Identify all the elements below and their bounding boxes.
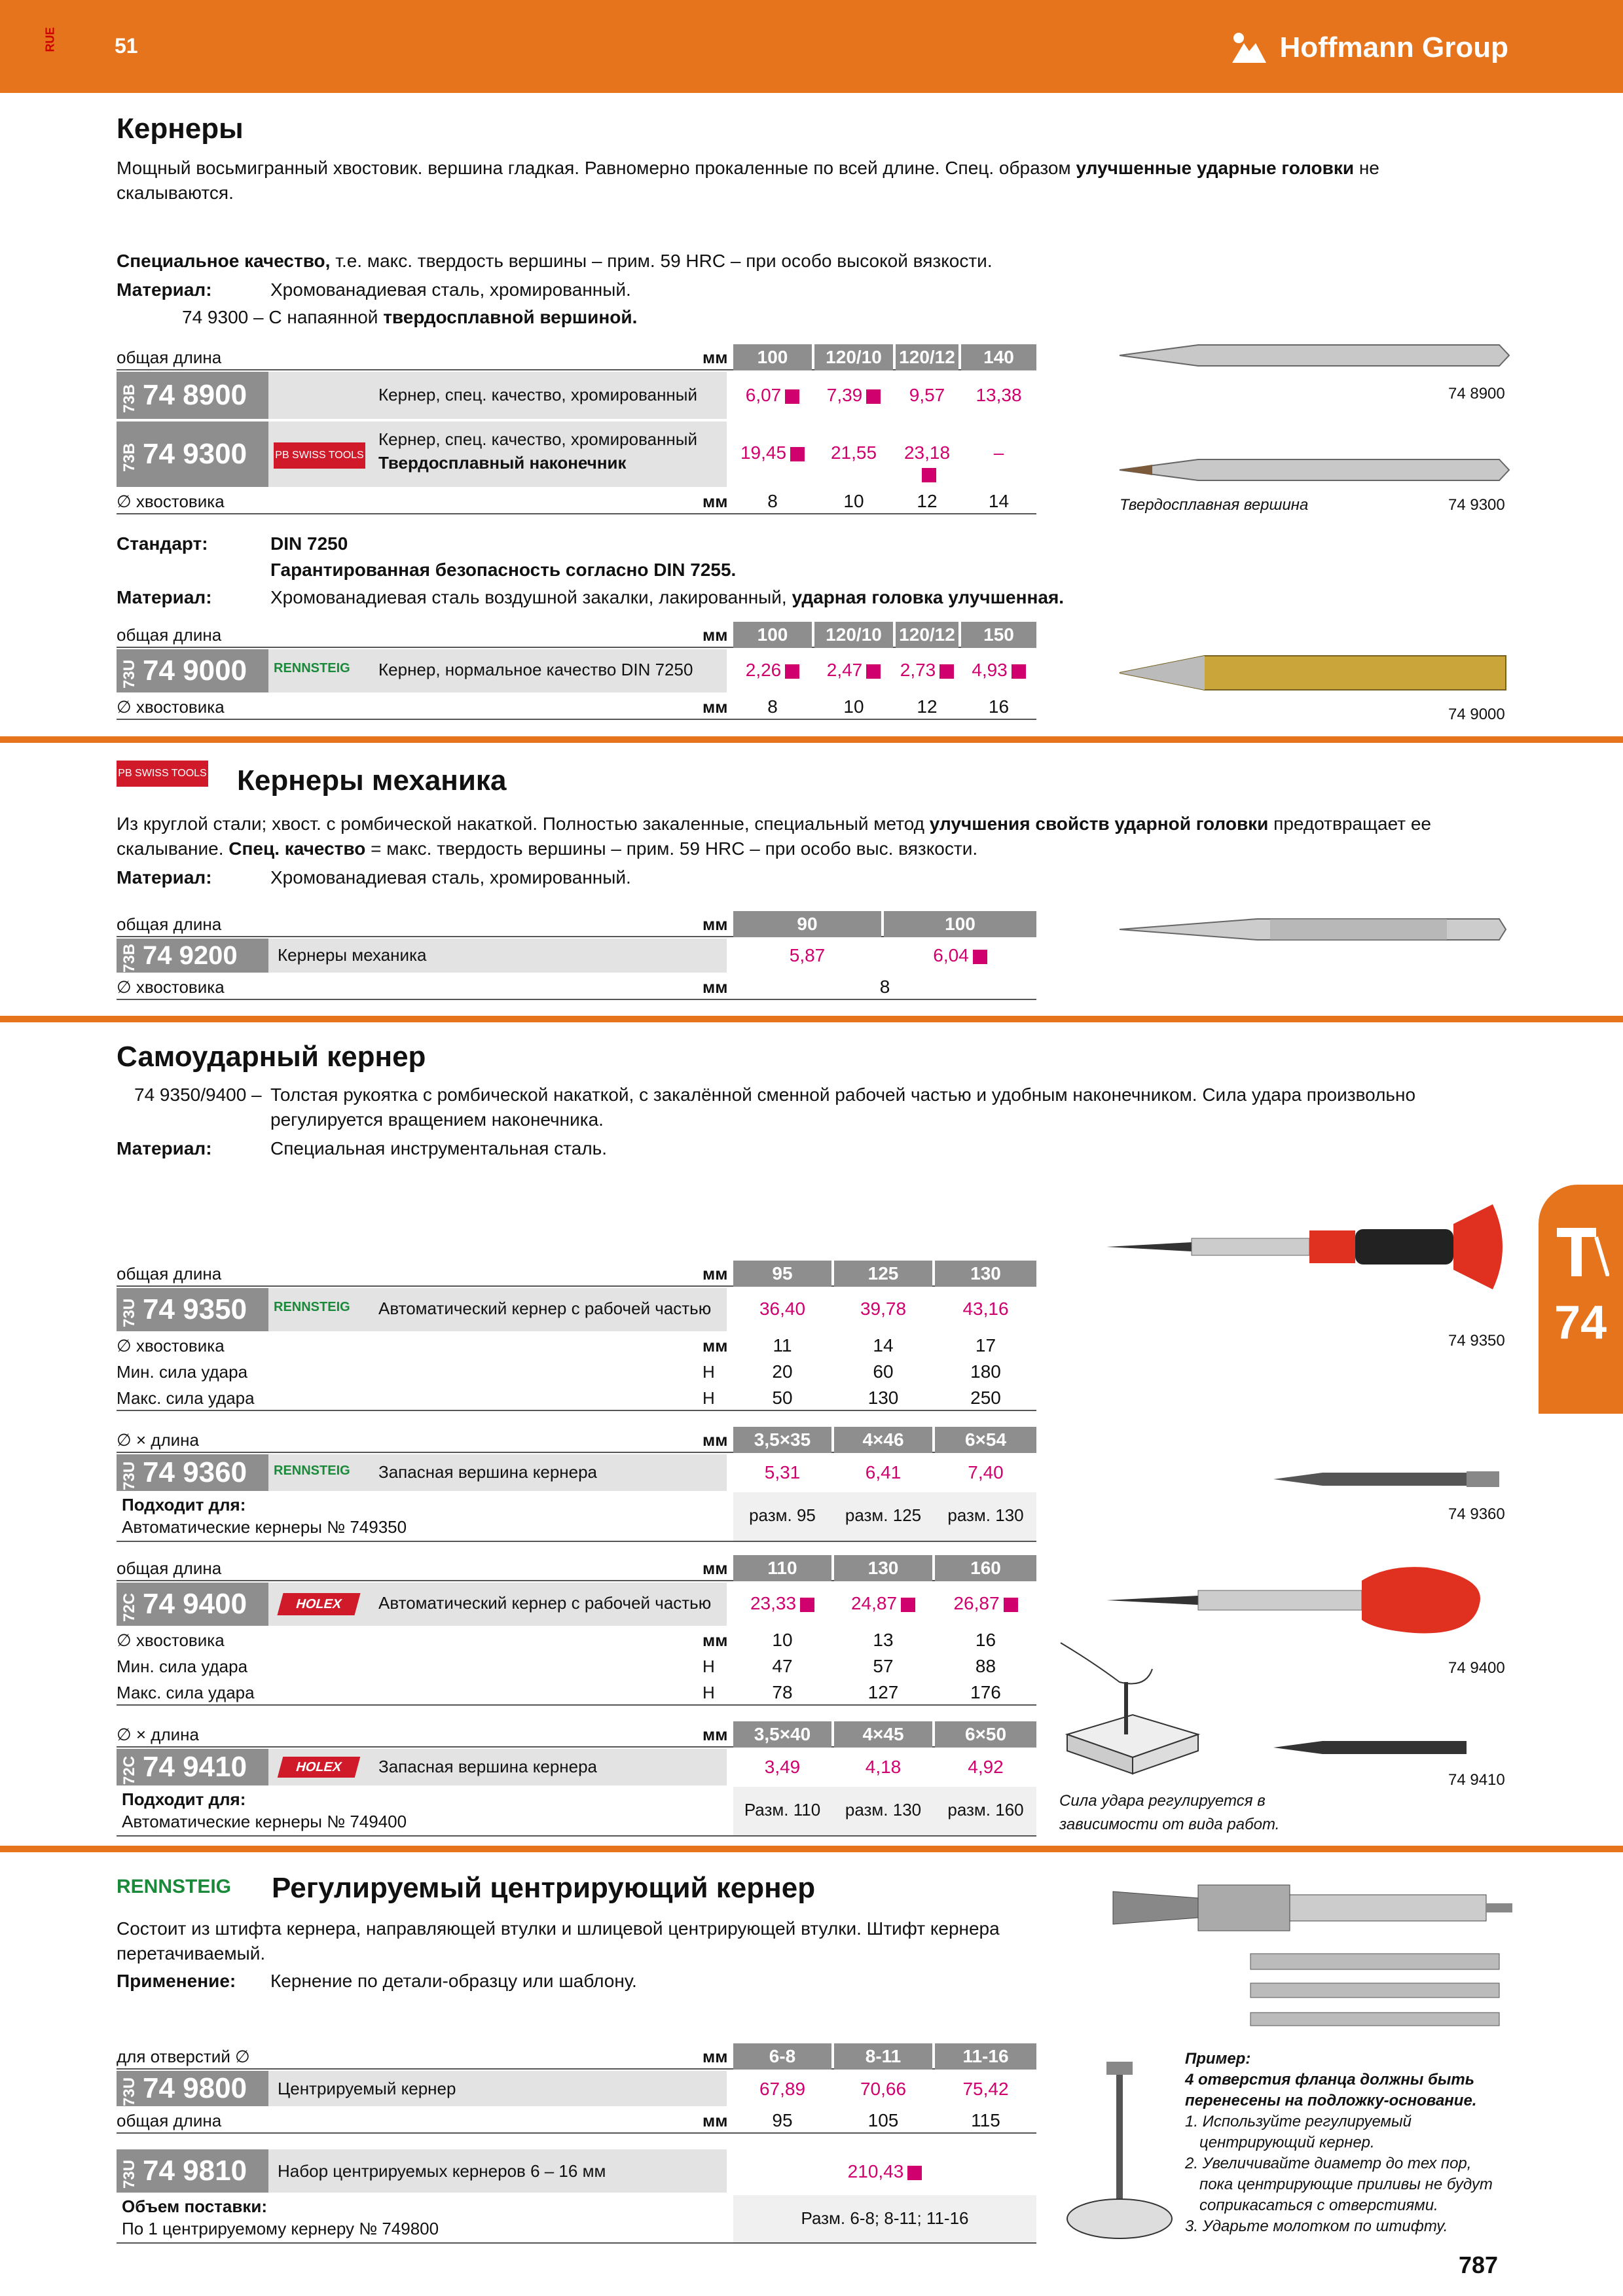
table-749800: для отверстий ∅ мм 6-8 8-11 11-16 73U 74 9800 Центрируемый кернер 67,89 70,66 75,42 общая длина мм 95 105 115 [117, 2043, 1036, 2135]
price: 23,18 [896, 442, 958, 484]
spare-tip-holex-image [1270, 1734, 1506, 1761]
price: – [993, 442, 1004, 463]
price: 75,42 [962, 2079, 1009, 2099]
table-749400: общая длина мм 110 130 160 72C 74 9400 HOLEX Автоматический кернер с рабочей частью 23,33 24,87 26,87 ∅ хвостовика мм 10 13 16 Мин. сила удара Н 47 57 88 Макс. сила удара Н 78 127 176 [117, 1555, 1036, 1710]
price: 67,89 [759, 2079, 806, 2099]
flange-example-illustration [1061, 2049, 1178, 2245]
product-desc: Автоматический кернер с рабочей частью [378, 1299, 712, 1318]
rennsteig-logo: RENNSTEIG [274, 1300, 350, 1314]
product-desc: Кернер, спец. качество, хромированный [378, 385, 697, 404]
section-title: Самоударный кернер [117, 1041, 426, 1073]
price: 6,41 [865, 1462, 902, 1482]
mechanic-punch-image [1113, 910, 1512, 949]
section-divider [0, 1016, 1623, 1022]
section-divider [0, 736, 1623, 743]
table-749200: общая длина мм 90 100 73B 74 9200 Кернеры механика 5,87 6,04 ∅ хвостовика мм 8 [117, 911, 1036, 1003]
price: 6,07 [733, 385, 812, 406]
product-code[interactable]: 73U 74 9000 [117, 649, 268, 692]
hand-punching-illustration [1054, 1636, 1211, 1780]
product-code[interactable]: 73B 74 8900 [117, 372, 268, 419]
centering-punch-image [1100, 1872, 1519, 1944]
pb-swiss-tools-logo: PB SWISS TOOLS [274, 442, 365, 469]
price: 2,73 [896, 660, 958, 681]
image-caption: 74 9000 [1448, 706, 1505, 723]
image-caption: 74 9300 [1448, 496, 1505, 514]
price: 13,38 [976, 385, 1022, 405]
price: 5,87 [789, 945, 826, 965]
product-desc: Кернеры механика [278, 945, 427, 965]
product-desc: Набор центрируемых кернеров 6 – 16 мм [278, 2161, 606, 2181]
product-code[interactable]: 73B 74 9300 [117, 422, 268, 487]
image-caption: 74 8900 [1448, 385, 1505, 403]
section-divider [0, 1846, 1623, 1852]
product-desc: Запасная вершина кернера [378, 1757, 598, 1776]
application-label: Применение: [117, 1971, 236, 1991]
price: 39,78 [860, 1299, 907, 1319]
price: 4,18 [865, 1757, 902, 1777]
page-number-right: 787 [1459, 2251, 1499, 2278]
material-text: Специальная инструментальная сталь. [270, 1138, 608, 1158]
example-text: Пример: 4 отверстия фланца должны быть перенесены на подложку-основание. 1. Используйте регулируемый центрирующий кернер. 2. Увеличивайте диаметр до тех пор, пока центрирующие приливы не будут соприкасаться с отверстиями. 3. Ударьте молотком по штифту. [1185, 2050, 1493, 2235]
fit-row: Подходит для: Автоматические кернеры № 749350 разм. 95 разм. 125 разм. 130 [117, 1492, 1036, 1542]
product-desc: Кернер, спец. качество, хромированный [378, 429, 697, 449]
auto-punch-holex-image [1100, 1558, 1519, 1643]
price: 26,87 [935, 1593, 1036, 1614]
product-code[interactable]: 73U 74 9360 [117, 1454, 268, 1491]
product-code[interactable]: 72C 74 9410 [117, 1749, 268, 1785]
table-748900 [117, 344, 1036, 514]
table-749350: общая длина мм 95 125 130 73U 74 9350 RENNSTEIG Автоматический кернер с рабочей частью 36,40 39,78 43,16 ∅ хвостовика мм 11 14 17 Мин. сила удара Н 20 60 180 Макс. сила удара Н 50 130 250 [117, 1261, 1036, 1415]
table-749360: ∅ × длина мм 3,5×35 4×46 6×54 73U 74 9360 RENNSTEIG Запасная вершина кернера 5,31 6,41 7,40 Подходит для: Автоматические кернеры № 749350 разм. 95 разм. 125 разм. 130 [117, 1427, 1036, 1543]
price: 36,40 [759, 1299, 806, 1319]
product-desc: Центрируемый кернер [278, 2079, 456, 2098]
note-row: 74 9300 – С напаянной твердосплавной вершиной. [182, 307, 638, 327]
intro-text: Состоит из штифта кернера, направляющей втулки и шлицевой центрирующей втулки. Штифт кернера перетачиваемый. [117, 1918, 1000, 1964]
force-caption: зависимости от вида работ. [1059, 1816, 1280, 1833]
quality-text: Специальное качество, т.е. макс. твердость вершины – прим. 59 HRC – при особо высокой вязкости. [117, 251, 993, 271]
product-desc-2: Твердосплавный наконечник [378, 453, 627, 473]
shank-row: ∅ хвостовика мм 8 10 12 14 [117, 488, 1036, 514]
pb-swiss-tools-logo: PB SWISS TOOLS [117, 761, 208, 787]
image-caption: 74 9360 [1448, 1505, 1505, 1523]
punch-category-icon [1557, 1224, 1609, 1276]
rennsteig-logo: RENNSTEIG [117, 1876, 232, 1897]
material-label: Материал: [117, 1138, 212, 1158]
image-caption: 74 9410 [1448, 1771, 1505, 1789]
price: 3,49 [764, 1757, 801, 1777]
material-text: Хромованадиевая сталь, хромированный. [270, 867, 631, 888]
material-row: Материал: Хромованадиевая сталь, хромированный. [117, 279, 631, 300]
product-desc: Автоматический кернер с рабочей частью [378, 1593, 712, 1613]
chapter-tab[interactable]: 74 [1539, 1185, 1623, 1414]
price: 2,47 [814, 660, 893, 681]
material-label: Материал: [117, 587, 212, 607]
side-code: RUE [43, 27, 57, 52]
intro-text: Из круглой стали; хвост. с ромбической накаткой. Полностью закаленные, специальный метод улучшения свойств ударной головки предотвращает ее скалывание. Спец. качество = макс. твердость вершины – прим. 59 HRC – при особо выс. вязкости. [117, 814, 1432, 859]
price: 5,31 [764, 1462, 801, 1482]
fit-row: Подходит для: Автоматические кернеры № 749400 Разм. 110 разм. 130 разм. 160 [117, 1787, 1036, 1837]
section-title: Кернеры [117, 113, 244, 145]
product-code[interactable]: 72C 74 9400 [117, 1583, 268, 1626]
product-desc: Запасная вершина кернера [378, 1462, 598, 1482]
table-749410: ∅ × длина мм 3,5×40 4×45 6×50 72C 74 9410 HOLEX Запасная вершина кернера 3,49 4,18 4,92 Подходит для: Автоматические кернеры № 749400 Разм. 110 разм. 130 разм. 160 [117, 1721, 1036, 1838]
price: 4,93 [961, 660, 1036, 681]
image-caption: 74 9400 [1448, 1659, 1505, 1677]
rennsteig-logo: RENNSTEIG [274, 661, 350, 675]
hoffmann-logo-icon [1227, 31, 1273, 64]
price: 7,39 [814, 385, 893, 406]
price: 4,92 [968, 1757, 1004, 1777]
intro-text: Мощный восьмигранный хвостовик. вершина гладкая. Равномерно прокаленные по всей длине. Спец. образом улучшенные ударные головки не скалываются. [117, 158, 1379, 203]
price: 21,55 [830, 442, 877, 463]
auto-punch-image [1100, 1198, 1519, 1289]
carbide-punch-image [1113, 452, 1512, 488]
rennsteig-logo: RENNSTEIG [274, 1463, 350, 1478]
holex-logo: HOLEX [278, 1757, 361, 1778]
brass-punch-image [1113, 648, 1512, 697]
price: 43,16 [962, 1299, 1009, 1319]
price: 19,45 [733, 442, 812, 463]
page-number-left: 51 [115, 34, 138, 58]
section-title: Кернеры механика [237, 764, 507, 797]
table-header: общая длина мм 100 120/10 120/12 140 [117, 344, 1036, 370]
image-caption: 74 9350 [1448, 1332, 1505, 1350]
force-caption: Сила удара регулируется в [1059, 1792, 1266, 1810]
price: 7,40 [968, 1462, 1004, 1482]
material-text: Хромованадиевая сталь воздушной закалки, лакированный, ударная головка улучшенная. [270, 587, 1065, 607]
price: 210,43 [733, 2161, 1036, 2182]
image-caption-note: Твердосплавная вершина [1120, 496, 1309, 514]
price: 2,26 [733, 660, 812, 681]
price: 9,57 [909, 385, 945, 405]
supply-row: Объем поставки: По 1 центрируемому кернеру № 749800 Разм. 6-8; 8-11; 11-16 [117, 2195, 1036, 2244]
table-749810 [117, 2149, 1036, 2241]
product-code[interactable]: 73U 74 9810 [117, 2149, 268, 2193]
product-desc: Кернер, нормальное качество DIN 7250 [378, 660, 693, 679]
application-text: Кернение по детали-образцу или шаблону. [270, 1971, 637, 1991]
product-code[interactable]: 73U 74 9350 [117, 1288, 268, 1331]
price: 70,66 [860, 2079, 907, 2099]
material-label: Материал: [117, 867, 212, 888]
brand-logo: Hoffmann Group [1227, 31, 1508, 64]
holex-logo: HOLEX [277, 1593, 360, 1615]
standard-value: DIN 7250 [270, 533, 348, 554]
note-code: 74 9350/9400 – [134, 1085, 262, 1105]
product-code[interactable]: 73B 74 9200 [117, 939, 268, 973]
center-punch-image [1113, 337, 1512, 373]
note-text: Толстая рукоятка с ромбической накаткой, с закалённой сменной рабочей частью и удобным наконечником. Сила удара произвольно регулируется вращением наконечника. [270, 1085, 1416, 1130]
section-title: Регулируемый центрирующий кернер [272, 1872, 816, 1904]
standard-label: Стандарт: [117, 533, 208, 554]
spare-tip-image [1270, 1466, 1506, 1492]
centering-punch-set-image [1244, 1947, 1519, 2039]
standard-note: Гарантированная безопасность согласно DIN 7255. [270, 560, 737, 580]
table-749000: общая длина мм 100 120/10 120/12 150 73U 74 9000 RENNSTEIG Кернер, нормальное качество DIN 7250 2,26 2,47 2,73 4,93 ∅ хвостовика мм 8 10 12 16 [117, 622, 1036, 720]
price: 24,87 [834, 1593, 932, 1614]
price: 23,33 [733, 1593, 831, 1614]
product-code[interactable]: 73U 74 9800 [117, 2071, 268, 2106]
price: 6,04 [884, 945, 1036, 966]
